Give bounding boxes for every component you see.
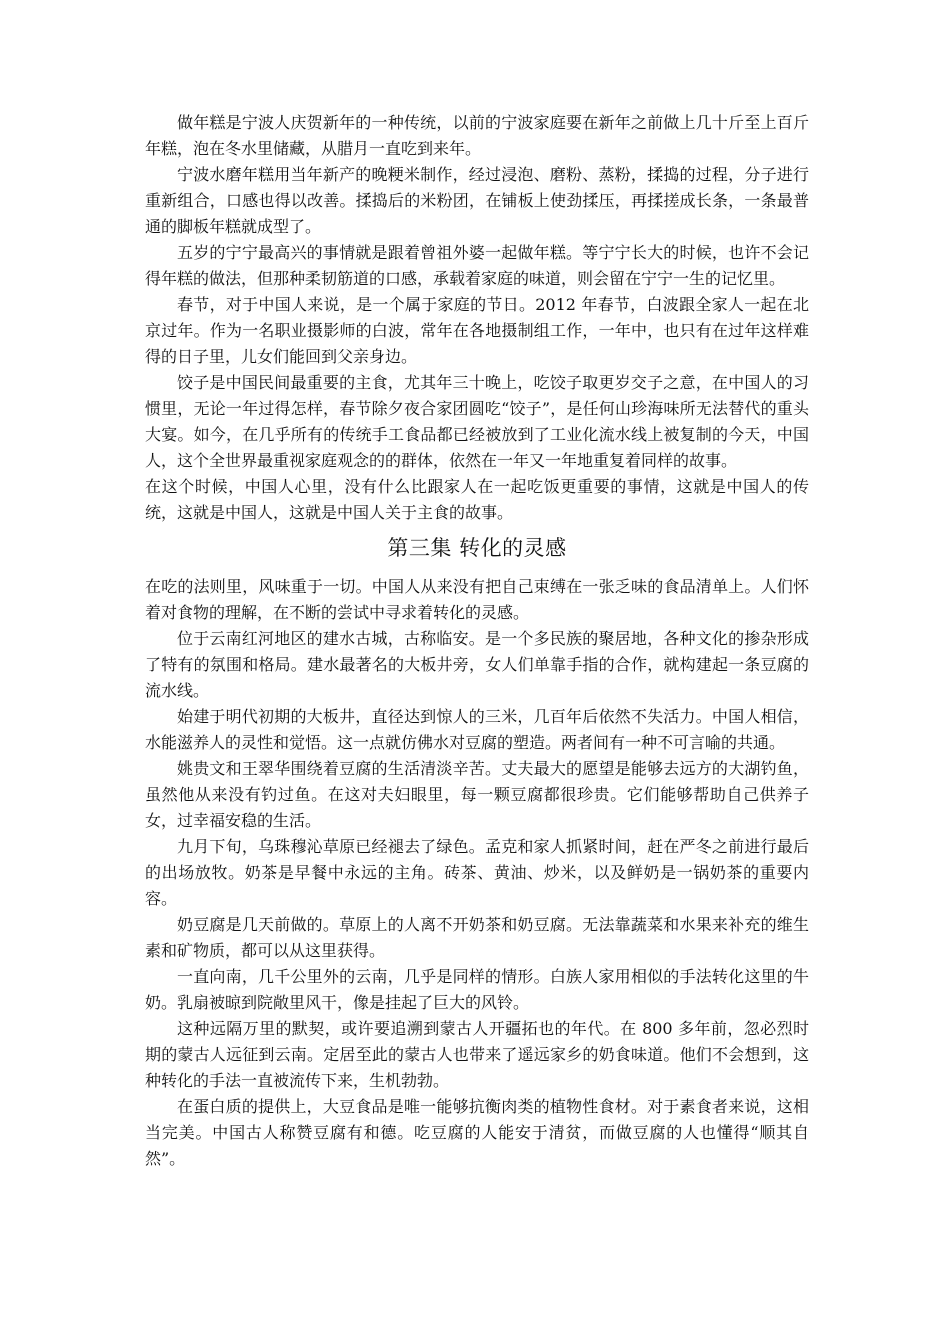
paragraph: 奶豆腐是几天前做的。草原上的人离不开奶茶和奶豆腐。无法靠蔬菜和水果来补充的维生素和矿物质，都可以从这里获得。	[145, 915, 809, 960]
paragraph: 五岁的宁宁最高兴的事情就是跟着曾祖外婆一起做年糕。等宁宁长大的时候，也许不会记得年糕的做法，但那种柔韧筋道的口感，承载着家庭的味道，则会留在宁宁一生的记忆里。	[145, 243, 809, 288]
paragraph: 姚贵文和王翠华围绕着豆腐的生活清淡辛苦。丈夫最大的愿望是能够去远方的大湖钓鱼，虽然他从来没有钓过鱼。在这对夫妇眼里，每一颗豆腐都很珍贵。它们能够帮助自己供养子女，过幸福安稳的生活。	[145, 759, 809, 830]
document-body	[145, 110, 809, 1172]
paragraph: 位于云南红河地区的建水古城，古称临安。是一个多民族的聚居地，各种文化的掺杂形成了特有的氛围和格局。建水最著名的大板井旁，女人们单靠手指的合作，就构建起一条豆腐的流水线。	[145, 629, 809, 700]
paragraph: 九月下旬，乌珠穆沁草原已经褪去了绿色。孟克和家人抓紧时间，赶在严冬之前进行最后的出场放牧。奶茶是早餐中永远的主角。砖茶、黄油、炒米，以及鲜奶是一锅奶茶的重要内容。	[145, 837, 809, 908]
paragraph: 一直向南，几千公里外的云南，几乎是同样的情形。白族人家用相似的手法转化这里的牛奶。乳扇被晾到院敞里风干，像是挂起了巨大的风铃。	[145, 967, 809, 1012]
paragraph: 这种远隔万里的默契，或许要追溯到蒙古人开疆拓也的年代。在 800 多年前，忽必烈时期的蒙古人远征到云南。定居至此的蒙古人也带来了遥远家乡的奶食味道。他们不会想到，这种转化的手法一直被流传下来，生机勃勃。	[145, 1019, 809, 1090]
paragraph: 在这个时候，中国人心里，没有什么比跟家人在一起吃饭更重要的事情，这就是中国人的传统，这就是中国人，这就是中国人关于主食的故事。	[145, 477, 809, 522]
paragraph: 宁波水磨年糕用当年新产的晚粳米制作，经过浸泡、磨粉、蒸粉，揉捣的过程，分子进行重新组合，口感也得以改善。揉捣后的米粉团，在铺板上使劲揉压，再揉搓成长条，一条最普通的脚板年糕就成型了。	[145, 165, 809, 236]
paragraph: 春节，对于中国人来说，是一个属于家庭的节日。2012 年春节，白波跟全家人一起在北京过年。作为一名职业摄影师的白波，常年在各地摄制组工作，一年中，也只有在过年这样难得的日子里，儿女们能回到父亲身边。	[145, 295, 809, 366]
paragraph: 在蛋白质的提供上，大豆食品是唯一能够抗衡肉类的植物性食材。对于素食者来说，这相当完美。中国古人称赞豆腐有和德。吃豆腐的人能安于清贫，而做豆腐的人也懂得“顺其自然”。	[145, 1097, 809, 1168]
paragraph: 在吃的法则里，风味重于一切。中国人从来没有把自己束缚在一张乏味的食品清单上。人们怀着对食物的理解，在不断的尝试中寻求着转化的灵感。	[145, 577, 809, 622]
paragraph: 始建于明代初期的大板井，直径达到惊人的三米，几百年后依然不失活力。中国人相信，水能滋养人的灵性和觉悟。这一点就仿佛水对豆腐的塑造。两者间有一种不可言喻的共通。	[145, 707, 809, 752]
paragraph: 做年糕是宁波人庆贺新年的一种传统，以前的宁波家庭要在新年之前做上几十斤至上百斤年糕，泡在冬水里储藏，从腊月一直吃到来年。	[145, 113, 809, 158]
chapter-heading: 第三集 转化的灵感	[387, 536, 567, 560]
paragraph: 饺子是中国民间最重要的主食，尤其年三十晚上，吃饺子取更岁交子之意，在中国人的习惯里，无论一年过得怎样，春节除夕夜合家团圆吃“饺子”，是任何山珍海味所无法替代的重头大宴。如今，在几乎所有的传统手工食品都已经被放到了工业化流水线上被复制的今天，中国人，这个全世界最重视家庭观念的的群体，依然在一年又一年地重复着同样的故事。	[145, 373, 809, 470]
